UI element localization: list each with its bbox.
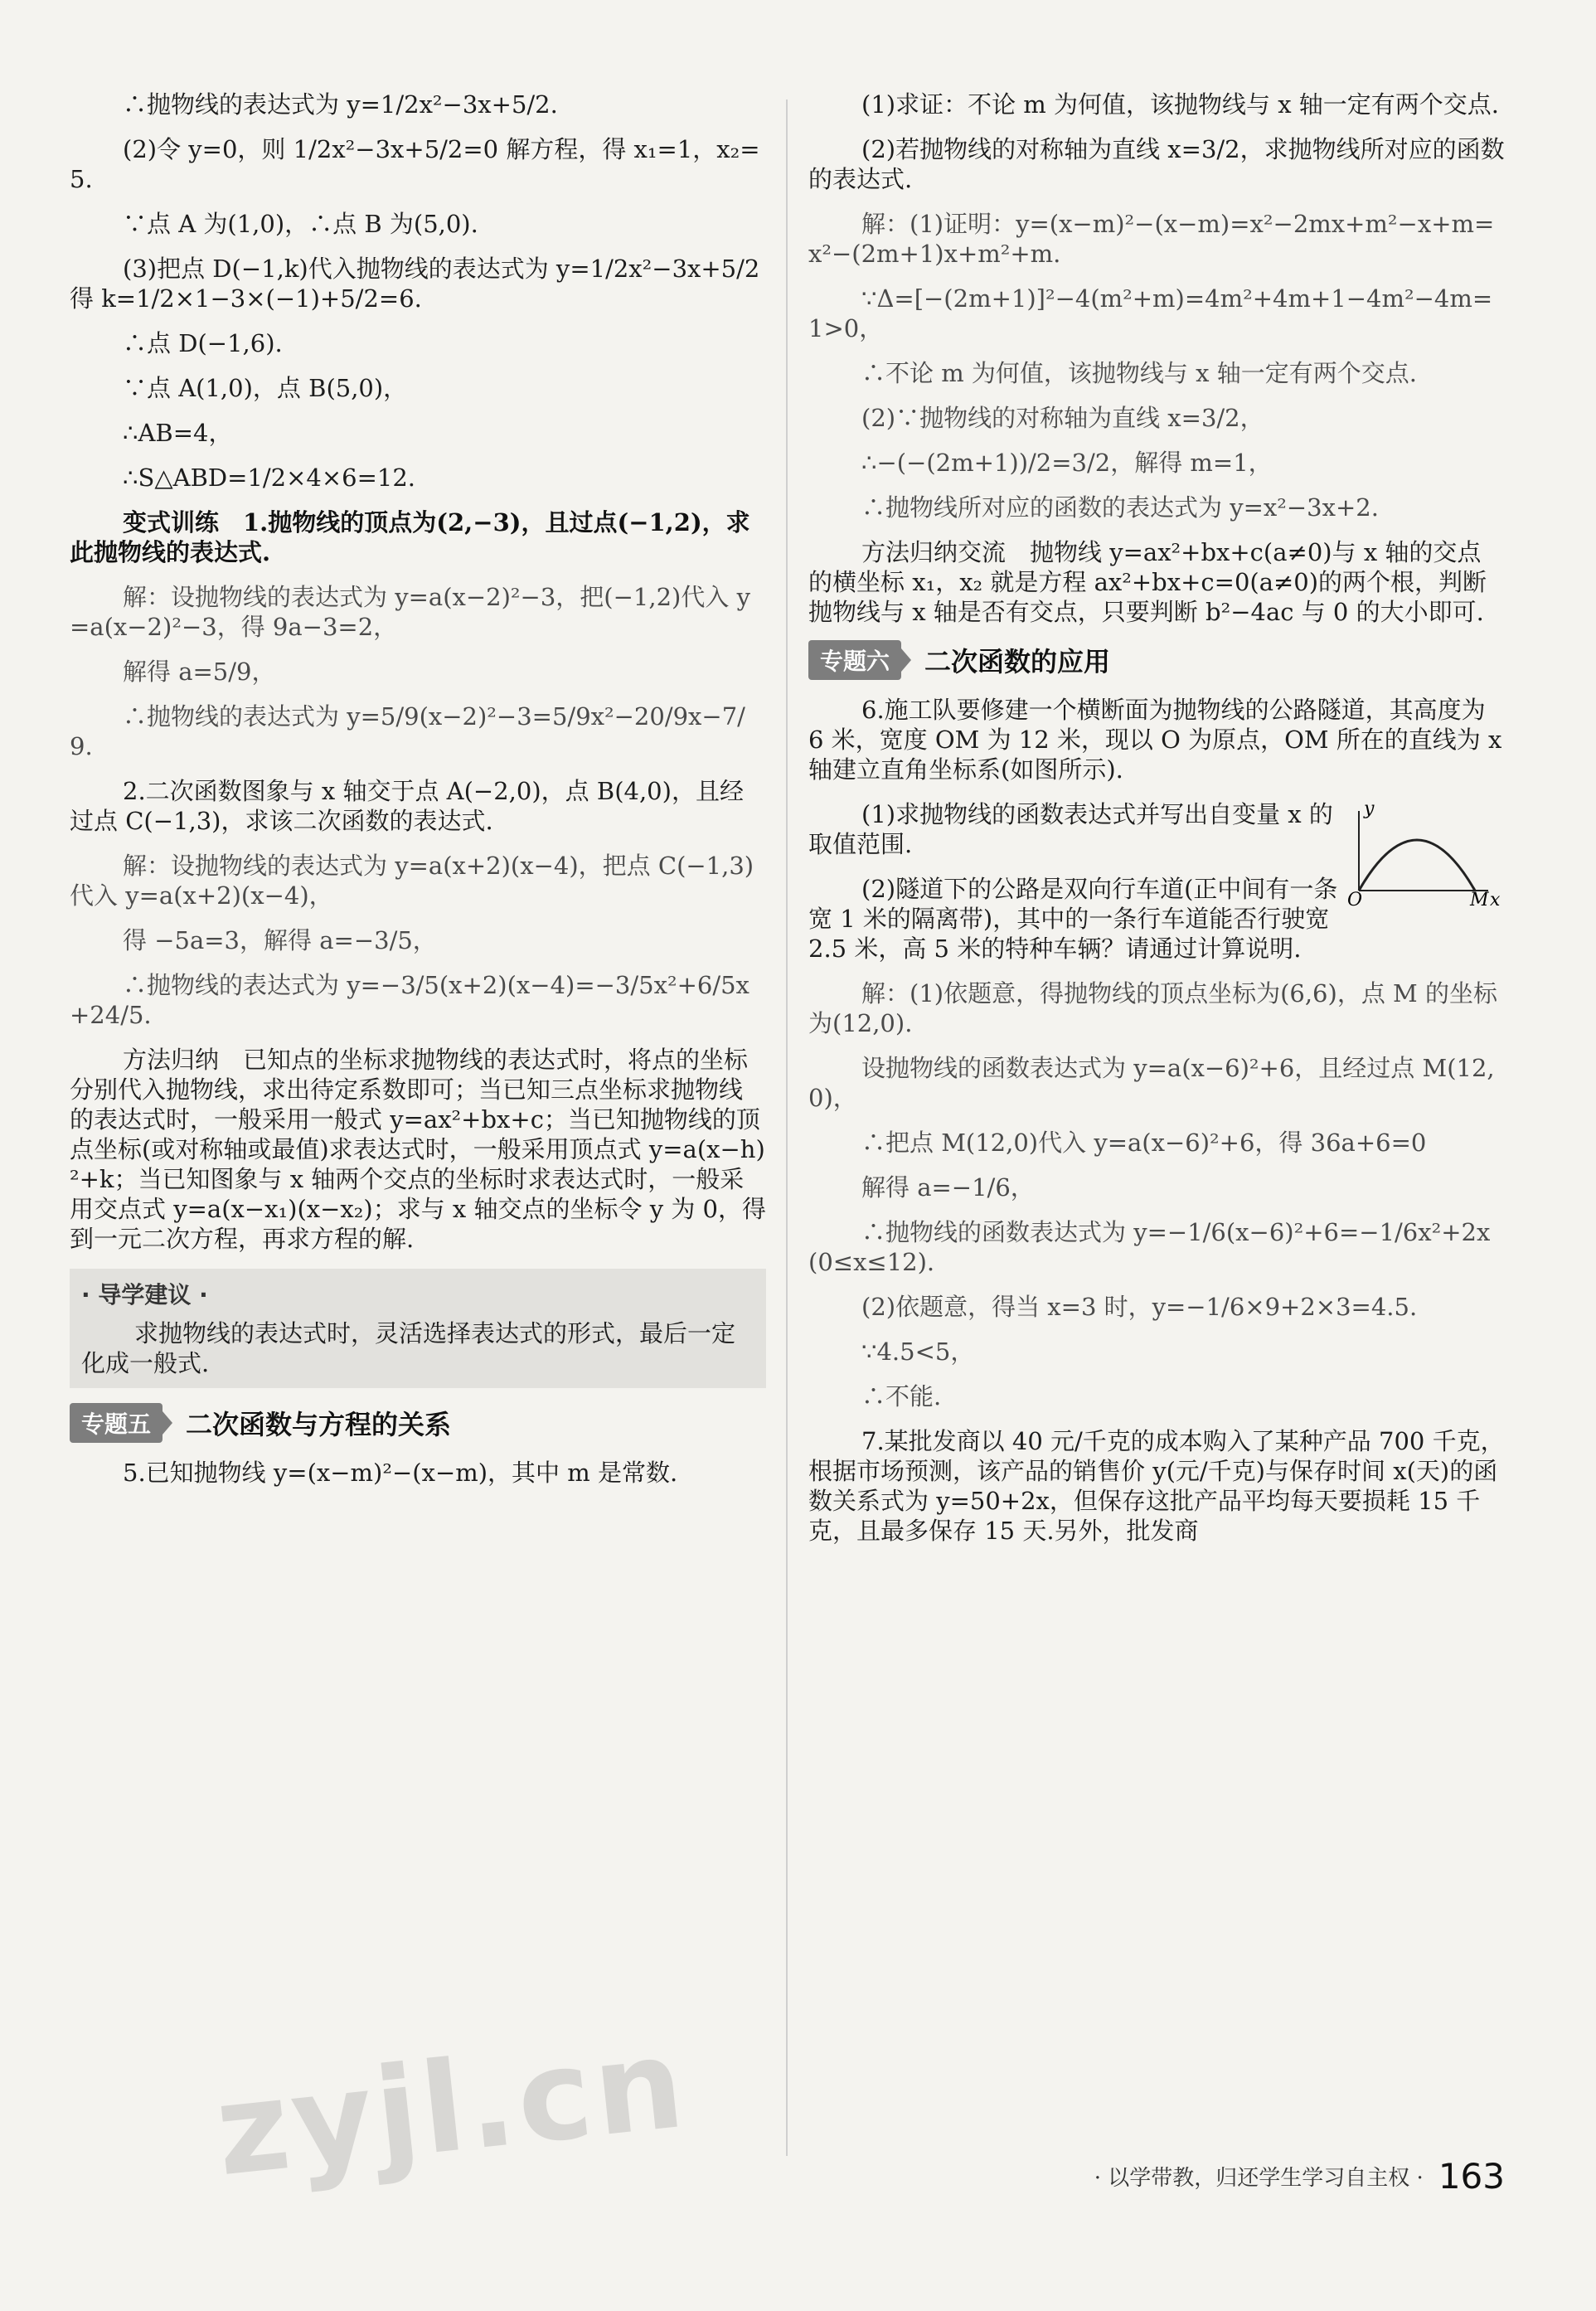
text-line: 2.二次函数图象与 x 轴交于点 A(−2,0)，点 B(4,0)，且经过点 C(−1,3)，求该二次函数的表达式. — [70, 777, 744, 835]
tag-arrow-icon — [901, 648, 911, 672]
text-line: (2)隧道下的公路是双向行车道(正中间有一条宽 1 米的隔离带)，其中的一条行车道能否行驶宽 2.5 米，高 5 米的特种车辆？请通过计算说明. — [808, 875, 1338, 963]
text-line: (3)把点 D(−1,k)代入抛物线的表达式为 y=1/2x²−3x+5/2 得 k=1/2×1−3×(−1)+5/2=6. — [70, 255, 760, 313]
text-line: ∴S△ABD=1/2×4×6=12. — [123, 464, 416, 492]
text-line: ∴−(−(2m+1))/2=3/2，解得 m=1， — [861, 449, 1273, 477]
section-tag: 专题五 — [70, 1403, 163, 1443]
text-line: 5.已知抛物线 y=(x−m)²−(x−m)，其中 m 是常数. — [123, 1459, 678, 1487]
text-line: 6.施工队要修建一个横断面为抛物线的公路隧道，其高度为 6 米，宽度 OM 为 12 米，现以 O 为原点，OM 所在的直线为 x 轴建立直角坐标系(如图所示). — [808, 696, 1502, 784]
advice-text: 求抛物线的表达式时，灵活选择表达式的形式，最后一定化成一般式. — [81, 1319, 736, 1377]
text-line: 7.某批发商以 40 元/千克的成本购入了某种产品 700 千克，根据市场预测，该产品的销售价 y(元/千克)与保存时间 x(天)的函数关系式为 y=50+2x，但保存这批产品平均每天要损耗 15 千克，且最多保存 15 天.另外，批发商 — [808, 1427, 1505, 1545]
text-line: ∴AB=4， — [123, 419, 233, 447]
text-line: ∵4.5<5， — [861, 1338, 975, 1366]
section-title: 二次函数的应用 — [924, 646, 1111, 677]
text-line: ∴不论 m 为何值，该抛物线与 x 轴一定有两个交点. — [861, 359, 1417, 387]
parabola-curve — [1359, 840, 1475, 891]
m-label: M — [1470, 890, 1489, 907]
advice-heading: · 导学建议 · — [81, 1281, 208, 1308]
text-line: (1)求抛物线的函数表达式并写出自变量 x 的取值范围. — [808, 800, 1333, 858]
text-line: ∴抛物线所对应的函数的表达式为 y=x²−3x+2. — [861, 493, 1379, 522]
method-summary: 方法归纳交流 抛物线 y=ax²+bx+c(a≠0)与 x 轴的交点的横坐标 x₁，x₂ 就是方程 ax²+bx+c=0(a≠0)的两个根，判断抛物线与 x 轴是否有交点，只要判断 b²−4ac 与 0 的大小即可. — [808, 538, 1487, 626]
section-title: 二次函数与方程的关系 — [186, 1409, 452, 1440]
page-number: 163 — [1438, 2156, 1505, 2197]
text-line: ∴抛物线的表达式为 y=5/9(x−2)²−3=5/9x²−20/9x−7/9. — [70, 702, 745, 760]
text-line: 设抛物线的函数表达式为 y=a(x−6)²+6，且经过点 M(12,0)， — [808, 1054, 1495, 1112]
text-line: ∴不能. — [861, 1382, 942, 1410]
text-line: ∴抛物线的表达式为 y=−3/5(x+2)(x−4)=−3/5x²+6/5x+24/5. — [70, 971, 749, 1029]
text-line: 解得 a=−1/6， — [861, 1173, 1035, 1202]
text-line: (2)令 y=0，则 1/2x²−3x+5/2=0 解方程，得 x₁=1，x₂=5. — [70, 135, 760, 193]
study-advice-box — [70, 1269, 766, 1388]
o-label: O — [1347, 890, 1363, 907]
text-line: ∴把点 M(12,0)代入 y=a(x−6)²+6，得 36a+6=0 — [861, 1129, 1427, 1157]
x-label: x — [1490, 890, 1501, 907]
exercise-heading: 变式训练 1.抛物线的顶点为(2,−3)，且过点(−1,2)，求此抛物线的表达式. — [70, 508, 750, 566]
page-footer — [1094, 2156, 1505, 2197]
section-tag: 专题六 — [808, 640, 901, 680]
text-line: 解得 a=5/9， — [123, 658, 276, 686]
footer-slogan: · 以学带教，归还学生学习自主权 · — [1094, 2166, 1424, 2191]
text-line: 得 −5a=3，解得 a=−3/5， — [123, 926, 437, 954]
text-line: 解：设抛物线的表达式为 y=a(x−2)²−3，把(−1,2)代入 y=a(x−2)²−3，得 9a−3=2， — [70, 583, 750, 641]
tag-arrow-icon — [163, 1411, 172, 1435]
text-line: (1)求证：不论 m 为何值，该抛物线与 x 轴一定有两个交点. — [861, 90, 1500, 119]
text-line: ∴抛物线的函数表达式为 y=−1/6(x−6)²+6=−1/6x²+2x(0≤x≤12). — [808, 1218, 1491, 1276]
text-line: 解：(1)证明：y=(x−m)²−(x−m)=x²−2mx+m²−x+m=x²−(2m+1)x+m²+m. — [808, 210, 1495, 268]
text-line: ∵Δ=[−(2m+1)]²−4(m²+m)=4m²+4m+1−4m²−4m=1>0， — [808, 284, 1493, 342]
method-summary: 方法归纳 已知点的坐标求抛物线的表达式时，将点的坐标分别代入抛物线，求出待定系数即可；当已知三点坐标求抛物线的表达式时，一般采用一般式 y=ax²+bx+c；当已知抛物线的顶点坐标(或对称轴或最值)求表达式时，一般采用顶点式 y=a(x−h)²+k；当已知图象与 x 轴两个交点的坐标时求表达式时，一般采用交点式 y=a(x−x₁)(x−x₂)；求与 x 轴交点的坐标令 y 为 0，得到一元二次方程，再求方程的解. — [70, 1046, 766, 1253]
section-header — [70, 1405, 766, 1441]
text-line: 解：(1)依题意，得抛物线的顶点坐标为(6,6)，点 M 的坐标为(12,0). — [808, 979, 1497, 1037]
text-line: (2)∵抛物线的对称轴为直线 x=3/2， — [861, 404, 1264, 432]
watermark-logo: zyjl.cn — [209, 2011, 694, 2205]
text-line: ∴抛物线的表达式为 y=1/2x²−3x+5/2. — [123, 90, 558, 119]
column-divider — [786, 100, 788, 2156]
text-line: ∴点 D(−1,6). — [123, 329, 283, 357]
text-line: (2)依题意，得当 x=3 时，y=−1/6×9+2×3=4.5. — [861, 1293, 1418, 1321]
text-line: 解：设抛物线的表达式为 y=a(x+2)(x−4)，把点 C(−1,3)代入 y=a(x+2)(x−4)， — [70, 852, 754, 910]
left-column — [70, 90, 766, 1503]
parabola-figure — [1347, 799, 1505, 907]
section-header — [808, 642, 1505, 678]
text-line: ∵点 A(1,0)，点 B(5,0)， — [123, 374, 408, 402]
y-label: y — [1364, 799, 1375, 819]
right-column — [808, 90, 1505, 1561]
text-line: ∵点 A 为(1,0)，∴点 B 为(5,0). — [123, 210, 478, 238]
text-line: (2)若抛物线的对称轴为直线 x=3/2，求抛物线所对应的函数的表达式. — [808, 135, 1505, 193]
